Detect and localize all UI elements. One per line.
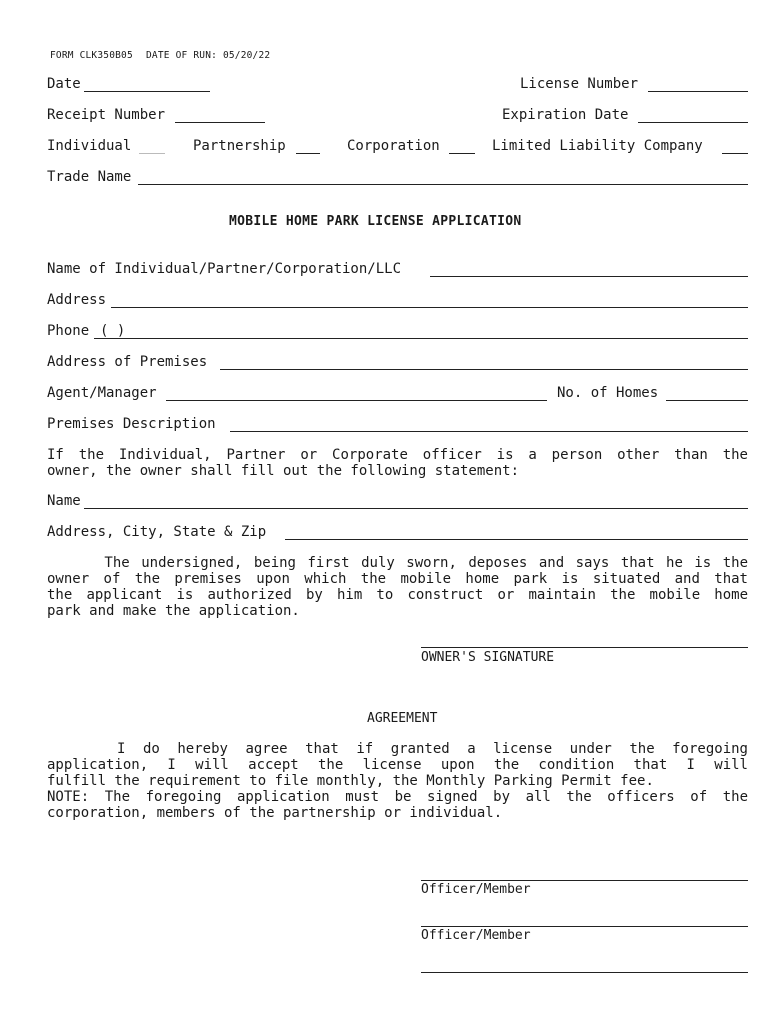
- llc-label: Limited Liability Company: [492, 138, 703, 154]
- agreement-line: NOTE: The foregoing application must be signed by all the officers of the: [47, 789, 748, 805]
- corporation-label: Corporation: [347, 138, 440, 154]
- partnership-label: Partnership: [193, 138, 286, 154]
- individual-field[interactable]: [139, 153, 165, 154]
- officer-signature-line-3[interactable]: [421, 972, 748, 973]
- run-date: DATE OF RUN: 05/20/22: [146, 50, 271, 61]
- agreement-title: AGREEMENT: [367, 711, 438, 726]
- llc-field[interactable]: [722, 153, 748, 154]
- page-title: MOBILE HOME PARK LICENSE APPLICATION: [229, 214, 522, 229]
- agreement-line: corporation, members of the partnership or individual.: [47, 805, 503, 821]
- no-of-homes-label: No. of Homes: [557, 385, 659, 401]
- agent-manager-label: Agent/Manager: [47, 385, 157, 401]
- owner-intro-line: owner, the owner shall fill out the following statement:: [47, 463, 520, 479]
- premises-description-label: Premises Description: [47, 416, 216, 432]
- owner-address-label: Address, City, State & Zip: [47, 524, 267, 540]
- corporation-field[interactable]: [449, 153, 475, 154]
- applicant-name-label: Name of Individual/Partner/Corporation/LLC: [47, 261, 402, 277]
- officer-signature-label-1: Officer/Member: [421, 882, 531, 897]
- affidavit-paragraph: [47, 555, 748, 619]
- agent-manager-field[interactable]: [166, 400, 547, 401]
- premises-address-label: Address of Premises: [47, 354, 208, 370]
- owner-name-label: Name: [47, 493, 81, 509]
- date-field[interactable]: [84, 91, 210, 92]
- license-number-label: License Number: [520, 76, 639, 92]
- address-field[interactable]: [111, 307, 748, 308]
- owner-signature-line[interactable]: [421, 647, 748, 648]
- owner-intro-paragraph: [47, 447, 748, 479]
- owner-address-field[interactable]: [285, 539, 748, 540]
- affidavit-line: The undersigned, being first duly sworn, deposes and says that he is the: [47, 555, 748, 571]
- officer-signature-line-1[interactable]: [421, 880, 748, 881]
- date-label: Date: [47, 76, 81, 92]
- expiration-date-field[interactable]: [638, 122, 748, 123]
- agreement-paragraph: [47, 741, 748, 821]
- affidavit-line: the applicant is authorized by him to construct or maintain the mobile home: [47, 587, 748, 603]
- agreement-line: I do hereby agree that if granted a license under the foregoing: [47, 741, 748, 757]
- premises-address-field[interactable]: [220, 369, 748, 370]
- address-label: Address: [47, 292, 107, 308]
- individual-label: Individual: [47, 138, 132, 154]
- agreement-line: fulfill the requirement to file monthly, the Monthly Parking Permit fee.: [47, 773, 654, 789]
- trade-name-field[interactable]: [138, 184, 748, 185]
- license-number-field[interactable]: [648, 91, 748, 92]
- partnership-field[interactable]: [296, 153, 320, 154]
- agreement-line: application, I will accept the license upon the condition that I will: [47, 757, 748, 773]
- owner-name-field[interactable]: [84, 508, 748, 509]
- form-id: FORM CLK350B05: [50, 50, 133, 61]
- expiration-date-label: Expiration Date: [502, 107, 629, 123]
- receipt-number-label: Receipt Number: [47, 107, 166, 123]
- no-of-homes-field[interactable]: [666, 400, 748, 401]
- applicant-name-field[interactable]: [430, 276, 748, 277]
- officer-signature-line-2[interactable]: [421, 926, 748, 927]
- owner-intro-line: If the Individual, Partner or Corporate officer is a person other than the: [47, 447, 748, 463]
- affidavit-line: park and make the application.: [47, 603, 300, 619]
- premises-description-field[interactable]: [230, 431, 748, 432]
- affidavit-line: owner of the premises upon which the mobile home park is situated and that: [47, 571, 748, 587]
- phone-area-code: ( ): [100, 323, 126, 339]
- trade-name-label: Trade Name: [47, 169, 132, 185]
- officer-signature-label-2: Officer/Member: [421, 928, 531, 943]
- phone-field[interactable]: [94, 338, 748, 339]
- owner-signature-label: OWNER'S SIGNATURE: [421, 650, 555, 665]
- phone-label: Phone: [47, 323, 90, 339]
- receipt-number-field[interactable]: [175, 122, 265, 123]
